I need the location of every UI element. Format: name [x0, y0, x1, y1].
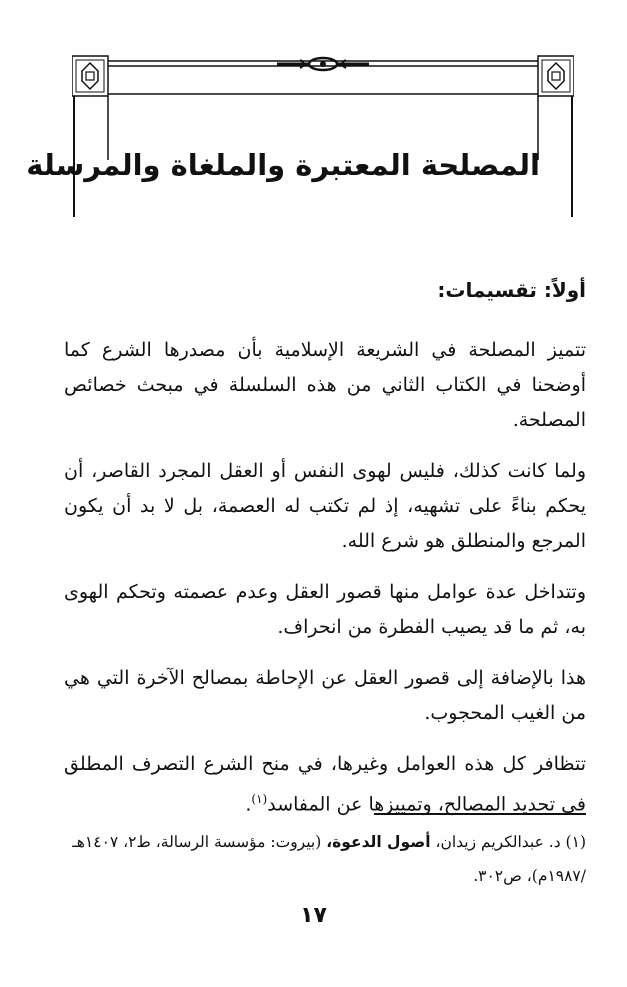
page-body [64, 275, 586, 838]
paragraph-3: وتتداخل عدة عوامل منها قصور العقل وعدم عصمته وتحكم الهوى به، ثم ما قد يصيب الفطرة من انحراف. [64, 581, 586, 638]
chapter-title-frame [26, 55, 574, 220]
section-heading: أولاً: تقسيمات: [437, 278, 586, 302]
paragraph-2: ولما كانت كذلك، فليس لهوى النفس أو العقل المجرد القاصر، أن يحكم بناءً على تشهيه، إذ لم تكتب له العصمة، بل لا بد أن يكون المرجع والمنطلق هو شرع الله. [64, 460, 586, 552]
footnote-author: د. عبدالكريم زيدان، [435, 833, 561, 851]
paragraph-5 [64, 747, 586, 822]
chapter-title: المصلحة المعتبرة والملغاة والمرسلة [26, 148, 540, 182]
paragraph-4: هذا بالإضافة إلى قصور العقل عن الإحاطة بمصالح الآخرة التي هي من الغيب المحجوب. [64, 667, 586, 724]
paragraph-5-text: تتظافر كل هذه العوامل وغيرها، في منح الشرع التصرف المطلق في تحديد المصالح، وتمييزها عن المفاسد [64, 753, 586, 816]
footnote-book-title: أصول الدعوة، [326, 833, 431, 851]
paragraph-1: تتميز المصلحة في الشريعة الإسلامية بأن مصدرها الشرع كما أوضحنا في الكتاب الثاني من هذه السلسلة في مبحث خصائص المصلحة. [64, 339, 586, 431]
footnote [64, 825, 586, 893]
footnote-number: (١) [565, 833, 586, 851]
right-corner-ornament [538, 56, 574, 96]
paragraph-5-end: . [245, 793, 252, 816]
footnote-divider [374, 813, 586, 815]
left-corner-ornament [72, 56, 108, 96]
center-ornament [277, 58, 369, 70]
footnote-details: (بيروت: مؤسسة الرسالة، ط٢، ١٤٠٧هـ /١٩٨٧م)، ص٣٠٢. [72, 833, 586, 885]
footnote-reference[interactable]: (١) [251, 792, 268, 806]
page-number: ١٧ [300, 903, 327, 928]
ornamental-border [26, 55, 574, 220]
